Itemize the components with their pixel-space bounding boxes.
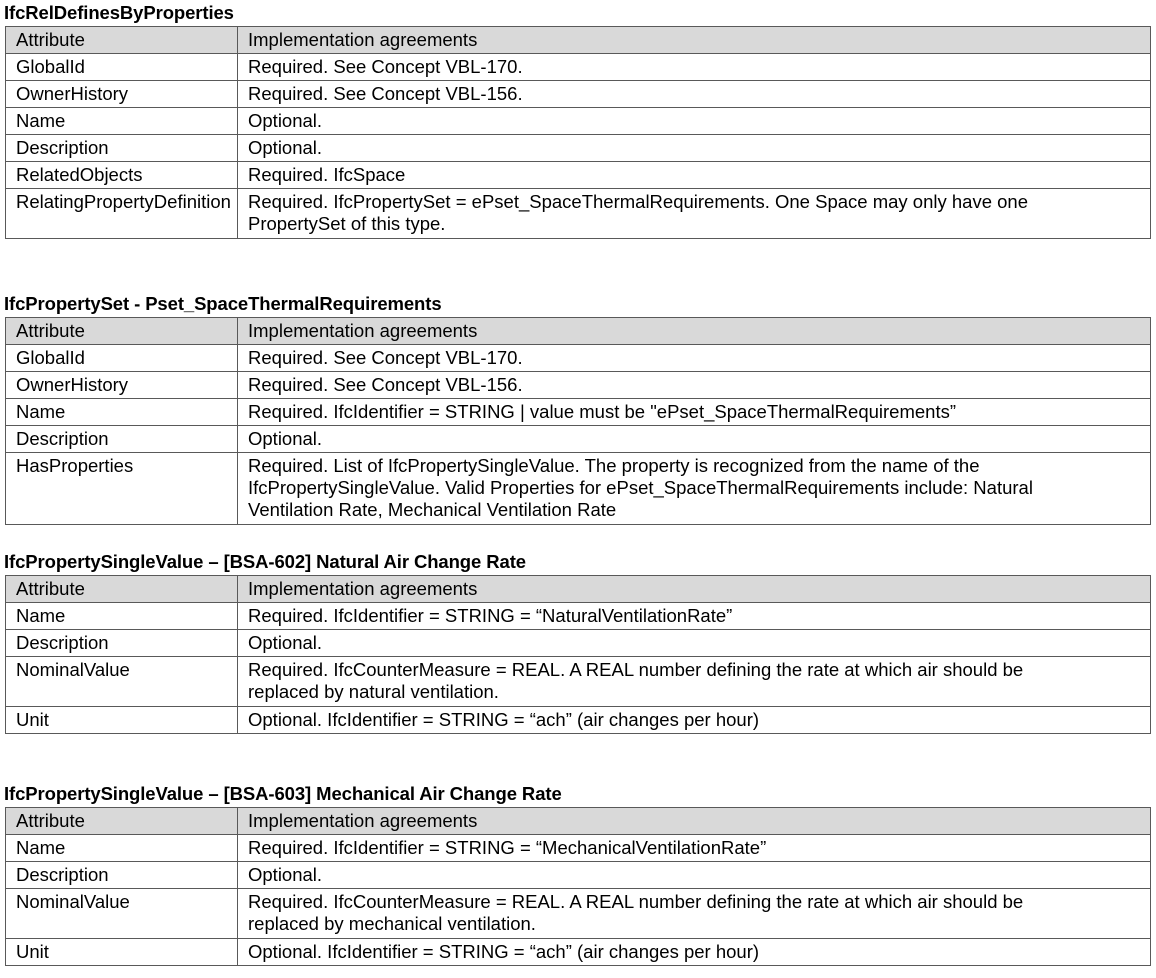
- table-row: [6, 81, 1151, 108]
- agreement-cell: [238, 889, 1151, 939]
- table-row: [6, 189, 1151, 239]
- agreement-cell: [238, 81, 1151, 108]
- header-attribute: Attribute: [6, 318, 238, 345]
- agreement-line: Required. IfcCounterMeasure = REAL. A REAL number defining the rate at which air should be: [248, 891, 1024, 912]
- agreement-cell: [238, 453, 1151, 525]
- section-title: IfcRelDefinesByProperties: [4, 2, 234, 23]
- table-row: [6, 399, 1151, 426]
- attribute-table: [5, 807, 1151, 966]
- agreement-cell: [238, 189, 1151, 239]
- agreement-cell: [238, 939, 1151, 966]
- agreement-cell: [238, 108, 1151, 135]
- attribute-cell: RelatingPropertyDefinition: [6, 189, 238, 239]
- agreement-cell: [238, 399, 1151, 426]
- table-row: [6, 426, 1151, 453]
- section-title: IfcPropertySingleValue – [BSA-603] Mechanical Air Change Rate: [4, 783, 562, 804]
- table-row: [6, 372, 1151, 399]
- attribute-cell: Name: [6, 108, 238, 135]
- header-attribute: Attribute: [6, 808, 238, 835]
- table-row: [6, 707, 1151, 734]
- agreement-line: Required. IfcIdentifier = STRING = “MechanicalVentilationRate”: [248, 837, 767, 858]
- agreement-cell: [238, 835, 1151, 862]
- table-header-row: [6, 27, 1151, 54]
- agreement-cell: [238, 862, 1151, 889]
- attribute-cell: GlobalId: [6, 345, 238, 372]
- table-row: [6, 835, 1151, 862]
- agreement-line: Optional.: [248, 137, 323, 158]
- table-header-row: [6, 576, 1151, 603]
- attribute-table: [5, 317, 1151, 525]
- agreement-cell: [238, 603, 1151, 630]
- header-attribute: Attribute: [6, 576, 238, 603]
- attribute-cell: OwnerHistory: [6, 372, 238, 399]
- attribute-cell: Name: [6, 603, 238, 630]
- table-row: [6, 862, 1151, 889]
- attribute-cell: Description: [6, 135, 238, 162]
- agreement-line: Ventilation Rate, Mechanical Ventilation Rate: [248, 499, 617, 520]
- agreement-line: IfcPropertySingleValue. Valid Properties for ePset_SpaceThermalRequirements include: Natural: [248, 477, 1033, 498]
- table-row: [6, 453, 1151, 525]
- agreement-cell: [238, 426, 1151, 453]
- agreement-line: Required. See Concept VBL-170.: [248, 347, 523, 368]
- attribute-table: [5, 575, 1151, 734]
- agreement-line: Required. IfcIdentifier = STRING | value must be "ePset_SpaceThermalRequirements”: [248, 401, 957, 422]
- header-implementation-agreements: Implementation agreements: [238, 576, 1151, 603]
- attribute-cell: Description: [6, 426, 238, 453]
- agreement-line: Optional. IfcIdentifier = STRING = “ach” (air changes per hour): [248, 709, 760, 730]
- table-row: [6, 630, 1151, 657]
- table-row: [6, 108, 1151, 135]
- attribute-cell: Unit: [6, 939, 238, 966]
- agreement-line: Optional.: [248, 864, 323, 885]
- attribute-cell: NominalValue: [6, 889, 238, 939]
- agreement-line: Optional.: [248, 632, 323, 653]
- section-title: IfcPropertySet - Pset_SpaceThermalRequirements: [4, 293, 442, 314]
- attribute-cell: Name: [6, 399, 238, 426]
- agreement-cell: [238, 135, 1151, 162]
- agreement-line: replaced by natural ventilation.: [248, 681, 499, 702]
- attribute-table: [5, 26, 1151, 239]
- agreement-line: Required. See Concept VBL-170.: [248, 56, 523, 77]
- agreement-cell: [238, 707, 1151, 734]
- header-implementation-agreements: Implementation agreements: [238, 808, 1151, 835]
- table-row: [6, 54, 1151, 81]
- agreement-line: Required. IfcIdentifier = STRING = “NaturalVentilationRate”: [248, 605, 733, 626]
- agreement-line: Optional.: [248, 110, 323, 131]
- agreement-line: Required. See Concept VBL-156.: [248, 374, 523, 395]
- table-row: [6, 135, 1151, 162]
- header-implementation-agreements: Implementation agreements: [238, 318, 1151, 345]
- section-title: IfcPropertySingleValue – [BSA-602] Natural Air Change Rate: [4, 551, 526, 572]
- agreement-line: Required. See Concept VBL-156.: [248, 83, 523, 104]
- header-implementation-agreements: Implementation agreements: [238, 27, 1151, 54]
- agreement-cell: [238, 630, 1151, 657]
- attribute-cell: Description: [6, 862, 238, 889]
- attribute-cell: GlobalId: [6, 54, 238, 81]
- attribute-cell: Name: [6, 835, 238, 862]
- table-row: [6, 162, 1151, 189]
- agreement-cell: [238, 345, 1151, 372]
- header-attribute: Attribute: [6, 27, 238, 54]
- agreement-line: Required. IfcCounterMeasure = REAL. A REAL number defining the rate at which air should be: [248, 659, 1024, 680]
- attribute-cell: Description: [6, 630, 238, 657]
- agreement-cell: [238, 54, 1151, 81]
- agreement-line: Required. IfcPropertySet = ePset_SpaceThermalRequirements. One Space may only have one: [248, 191, 1028, 212]
- attribute-cell: HasProperties: [6, 453, 238, 525]
- agreement-cell: [238, 162, 1151, 189]
- table-row: [6, 657, 1151, 707]
- agreement-line: Required. IfcSpace: [248, 164, 406, 185]
- agreement-cell: [238, 372, 1151, 399]
- agreement-line: PropertySet of this type.: [248, 213, 446, 234]
- attribute-cell: OwnerHistory: [6, 81, 238, 108]
- agreement-line: Optional.: [248, 428, 323, 449]
- table-row: [6, 345, 1151, 372]
- table-row: [6, 939, 1151, 966]
- table-header-row: [6, 808, 1151, 835]
- table-header-row: [6, 318, 1151, 345]
- attribute-cell: RelatedObjects: [6, 162, 238, 189]
- table-row: [6, 603, 1151, 630]
- attribute-cell: Unit: [6, 707, 238, 734]
- table-row: [6, 889, 1151, 939]
- agreement-line: replaced by mechanical ventilation.: [248, 913, 536, 934]
- agreement-cell: [238, 657, 1151, 707]
- attribute-cell: NominalValue: [6, 657, 238, 707]
- agreement-line: Optional. IfcIdentifier = STRING = “ach” (air changes per hour): [248, 941, 760, 962]
- agreement-line: Required. List of IfcPropertySingleValue. The property is recognized from the name of the: [248, 455, 980, 476]
